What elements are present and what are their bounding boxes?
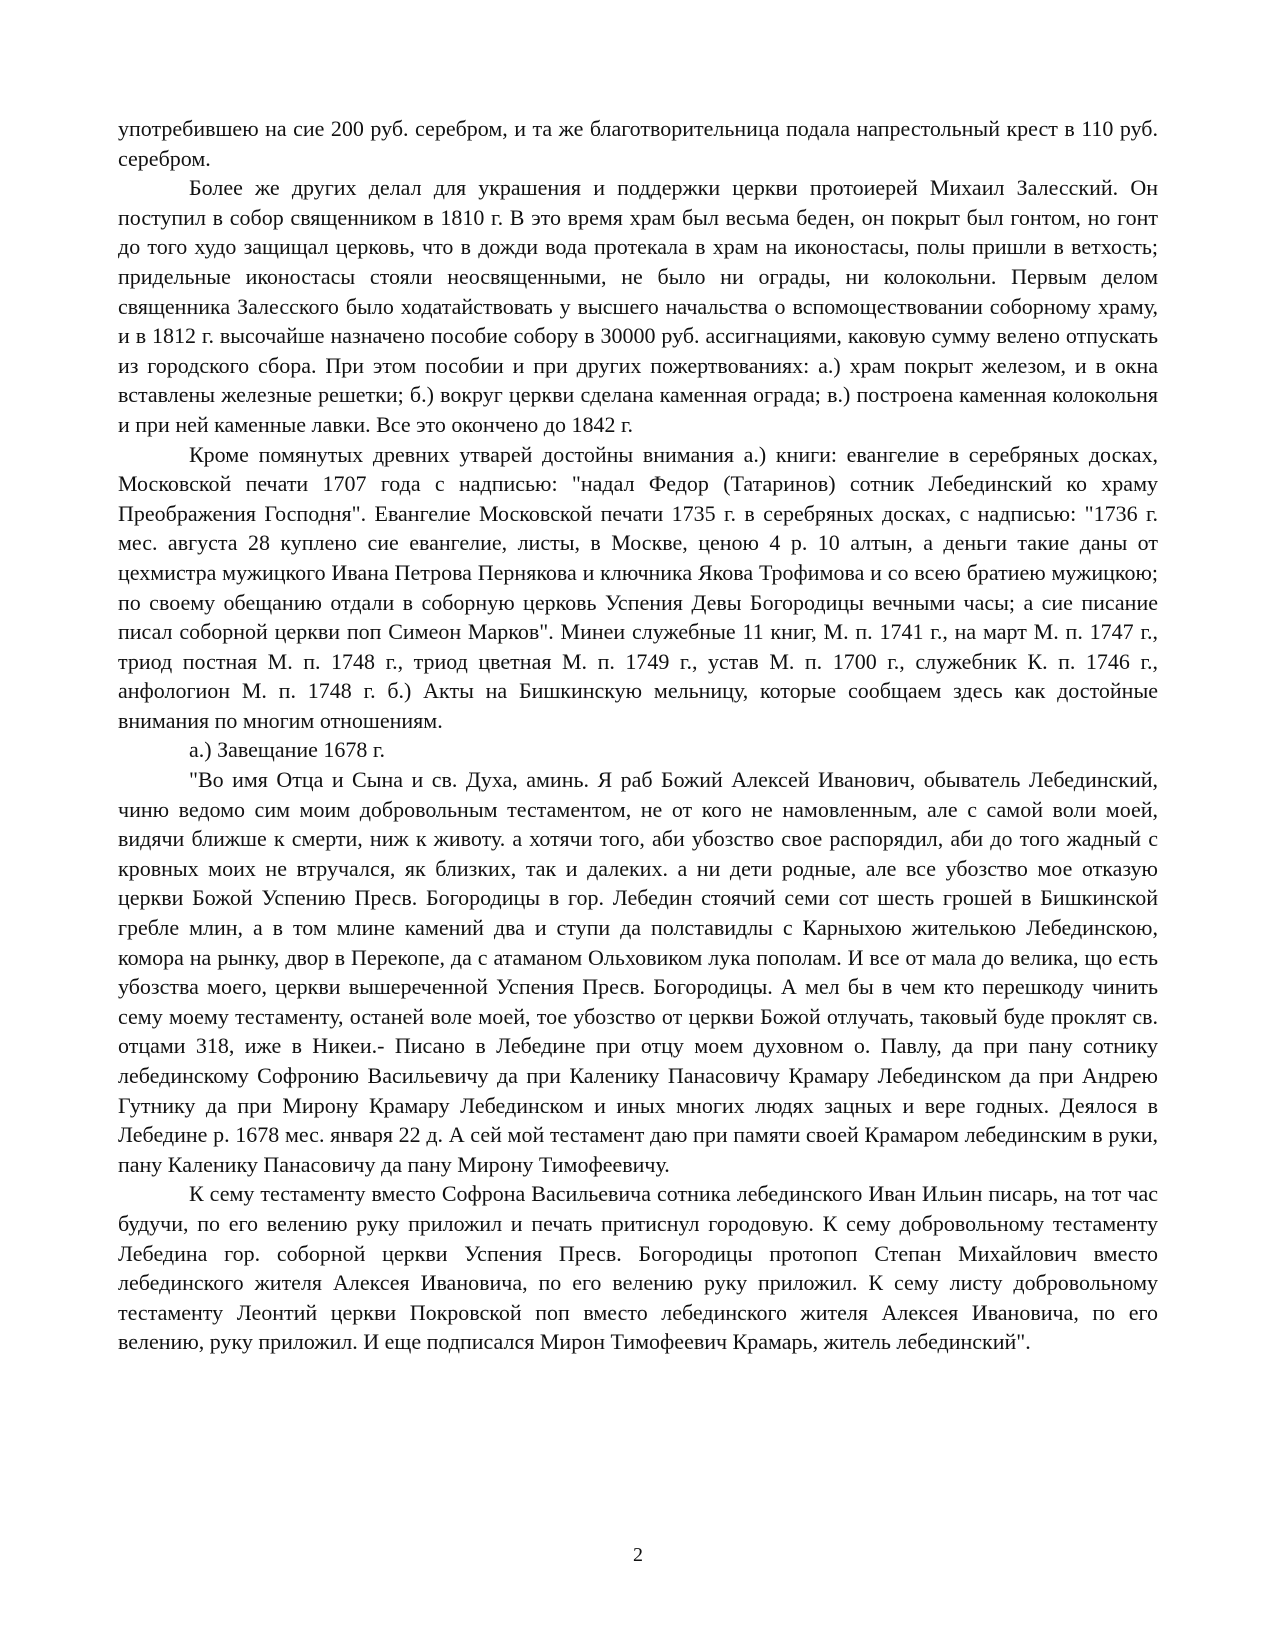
paragraph-testament-text: "Во имя Отца и Сына и св. Духа, аминь. Я раб Божий Алексей Иванович, обыватель Лебединский, чиню ведомо сим моим добровольным тестаментом, не от кого не намовленным, але с самой воли моей, видячи ближше к смерти, ниж к животу. а хотячи того, аби убозство свое распорядил, аби до того жадный с кровных моих не втручался, як близких, так и далеких. а ни дети родные, але все убозство мое отказую церкви Божой Успению Пресв. Богородицы в гор. Лебедин стоячий семи сот шесть грошей в Бишкинской гребле млин, а в том млине камений два и ступи да полставидлы с Карныхою жителькою Лебединскою, комора на рынку, двор в Перекопе, да с атаманом Ольховиком лука пополам. И все от мала до велика, що есть убозства моего, церкви вышереченной Успения Пресв. Богородицы. А мел бы в чем кто перешкоду чинить сему моему тестаменту, останей воле моей, тое убозство от церкви Божой отлучать, таковый буде проклят св. отцами 318, иже в Никеи.- Писано в Лебедине при отцу моем духовном о. Павлу, да при пану сотнику лебединскому Софронию Васильевичу да при Каленику Панасовичу Крамару Лебединском да при Андрею Гутнику да при Мирону Крамару Лебединском и иных многих людях зацных и вере годных. Деялося в Лебедине р. 1678 мес. января 22 д. А сей мой тестамент даю при памяти своей Крамаром лебединским в руки, пану Каленику Панасовичу да пану Мирону Тимофеевичу. (118, 767, 1158, 1177)
body-text (118, 114, 1158, 1357)
heading-testament: а.) Завещание 1678 г. (189, 737, 385, 763)
paragraph-books: Кроме помянутых древних утварей достойны внимания а.) книги: евангелие в серебряных досках, Московской печати 1707 года с надписью: "надал Федор (Татаринов) сотник Лебединский ко храму Преображения Господня". Евангелие Московской печати 1735 г. в серебряных досках, с надписью: "1736 г. мес. августа 28 куплено сие евангелие, листы, в Москве, ценою 4 р. 10 алтын, а деньги такие даны от цехмистра мужицкого Ивана Петрова Пернякова и ключника Якова Трофимова и со всею братиею мужицкою; по своему обещанию отдали в соборную церковь Успения Девы Богородицы вечными часы; а сие писание писал соборной церкви поп Симеон Марков". Минеи служебные 11 книг, М. п. 1741 г., на март М. п. 1747 г., триод постная М. п. 1748 г., триод цветная М. п. 1749 г., устав М. п. 1700 г., служебник К. п. 1746 г., анфологион М. п. 1748 г. б.) Акты на Бишкинскую мельницу, которые сообщаем здесь как достойные внимания по многим отношениям. (118, 441, 1158, 733)
page-number: 2 (633, 1544, 643, 1566)
paragraph-signatures: К сему тестаменту вместо Софрона Васильевича сотника лебединского Иван Ильин писарь, на тот час будучи, по его велению руку приложил и печать притиснул городовую. К сему добровольному тестаменту Лебедина гор. соборной церкви Успения Пресв. Богородицы протопоп Степан Михайлович вместо лебединского жителя Алексея Ивановича, по его велению руку приложил. К сему листу добровольному тестаменту Леонтий церкви Покровской поп вместо лебединского жителя Алексея Ивановича, по его велению, руку приложил. И еще подписался Мирон Тимофеевич Крамарь, житель лебединский". (118, 1181, 1158, 1355)
paragraph-continuation: употребившею на сие 200 руб. серебром, и та же благотворительница подала напрестольный крест в 110 руб. серебром. (118, 116, 1158, 171)
paragraph-zalessky: Более же других делал для украшения и поддержки церкви протоиерей Михаил Залесский. Он поступил в собор священником в 1810 г. В это время храм был весьма беден, он покрыт был гонтом, но гонт до того худо защищал церковь, что в дожди вода протекала в храм на иконостасы, полы пришли в ветхость; придельные иконостасы стояли неосвященными, не было ни ограды, ни колокольни. Первым делом священника Залесского было ходатайствовать у высшего начальства о вспомоществовании соборному храму, и в 1812 г. высочайше назначено пособие собору в 30000 руб. ассигнациями, каковую сумму велено отпускать из городского сбора. При этом пособии и при других пожертвованиях: а.) храм покрыт железом, и в окна вставлены железные решетки; б.) вокруг церкви сделана каменная ограда; в.) построена каменная колокольня и при ней каменные лавки. Все это окончено до 1842 г. (118, 175, 1158, 437)
